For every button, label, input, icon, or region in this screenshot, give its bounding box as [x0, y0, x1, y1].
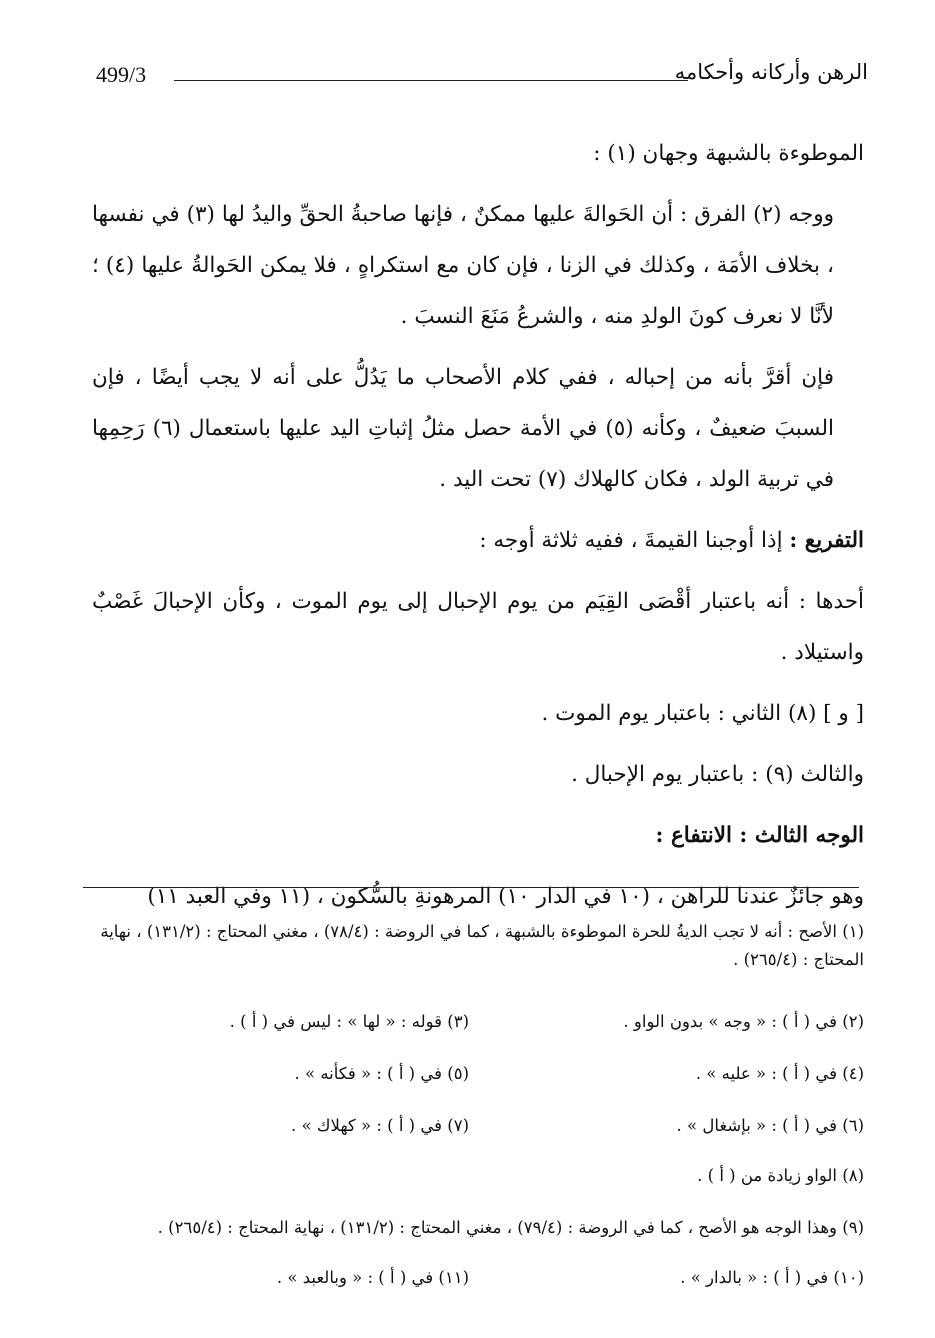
paragraph-4-text: إذا أوجبنا القيمةَ ، ففيه ثلاثة أوجه :: [479, 528, 790, 553]
footnote-1: (١) الأصح : أنه لا تجب الديةُ للحرة الموطوءة بالشبهة ، كما في الروضة : (٧٨/٤) ، مغني المحتاج : (١٣١/٢) ، نهاية المحتاج : (٢٦٥/٤) .: [100, 922, 864, 969]
paragraph-4: [92, 515, 864, 566]
footnote-10: (١٠) في ( أ ) : « بالدار » .: [680, 1268, 864, 1287]
footnote-3: (٣) قوله : « لها » : ليس في ( أ ) .: [229, 1012, 469, 1031]
footnote-6: (٦) في ( أ ) : « بإشغال » .: [676, 1116, 864, 1135]
paragraph-2: ووجه (٢) الفرق : أن الحَوالةَ عليها ممكنٌ ، فإنها صاحبةُ الحقِّ واليدُ لها (٣) في نفسها ، بخلاف الأمَة ، وكذلك في الزنا ، فإن كان مع استكراهٍ ، فلا يمكن الحَوالةُ عليها (٤) ؛ لأنَّا لا نعرف كونَ الولدِ منه ، والشرعُ مَنَعَ النسبَ .: [92, 202, 835, 329]
footnote-4: (٤) في ( أ ) : « عليه » .: [695, 1064, 864, 1083]
paragraph-9: وهو جائزٌ عندنا للراهن ، (١٠ في الدار ١٠) المرهونةِ بالسُّكون ، (١١ وفي العبد ١١): [147, 884, 864, 909]
footnote-row: [92, 1166, 864, 1196]
paragraph-5: أحدها : أنه باعتبار أقْصَى القِيَم من يوم الإحبال إلى يوم الموت ، وكأن الإحبالَ غَصْبٌ واستيلاد .: [92, 589, 864, 665]
footnote-separator: [83, 887, 859, 888]
paragraph-1: الموطوءة بالشبهة وجهان (١) :: [593, 141, 864, 166]
header-rule: [174, 80, 688, 81]
footnote-8: (٨) الواو زيادة من ( أ ) .: [697, 1166, 864, 1185]
footnote-7: (٧) في ( أ ) : « كهلاك » .: [291, 1116, 469, 1135]
section-heading: الوجه الثالث : الانتفاع :: [655, 823, 864, 848]
footnote-11: (١١) في ( أ ) : « وبالعبد » .: [276, 1268, 469, 1287]
page-number: 499/3: [96, 62, 147, 87]
footnote-row: [92, 1268, 864, 1298]
footnote-2: (٢) في ( أ ) : « وجه » بدون الواو .: [623, 1012, 864, 1031]
section-label: التفريع :: [789, 528, 864, 553]
footnote-9: (٩) وهذا الوجه هو الأصح ، كما في الروضة : (٧٩/٤) ، مغني المحتاج : (١٣١/٢) ، نهاية المحتاج : (٢٦٥/٤) .: [157, 1218, 864, 1237]
footnote-row: [92, 1064, 864, 1094]
footnote-row: [92, 1116, 864, 1146]
page-header: [96, 60, 868, 96]
paragraph-6: [ و ] (٨) الثاني : باعتبار يوم الموت .: [541, 701, 864, 726]
footnote-row: [92, 1012, 864, 1042]
footnote-5: (٥) في ( أ ) : « فكأنه » .: [294, 1064, 469, 1083]
paragraph-3: فإن أقرَّ بأنه من إحباله ، ففي كلام الأصحاب ما يَدُلُّ على أنه لا يجب أيضًا ، فإن السببَ ضعيفٌ ، وكأنه (٥) في الأمة حصل مثلُ إثباتِ اليد عليها باستعمال (٦) رَحِمِها في تربية الولد ، فكان كالهلاك (٧) تحت اليد .: [92, 365, 834, 492]
paragraph-7: والثالث (٩) : باعتبار يوم الإحبال .: [571, 762, 864, 787]
main-text: [92, 128, 864, 922]
running-title: الرهن وأركانه وأحكامه: [674, 60, 868, 84]
